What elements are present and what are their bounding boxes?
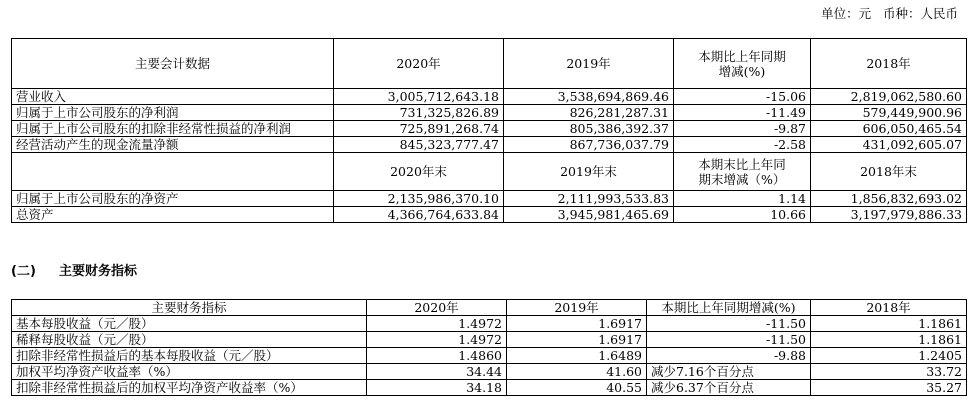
header-cell: 2019年末	[504, 153, 674, 191]
header-cell: 2019年	[507, 300, 647, 316]
table-cell: 35.27	[811, 380, 967, 396]
row-label: 归属于上市公司股东的净资产	[12, 191, 334, 207]
table-cell: 1.14	[674, 191, 811, 207]
header-cell: 本期比上年同期 增减(%)	[674, 39, 811, 89]
row-label: 营业收入	[12, 89, 334, 105]
row-label: 扣除非经常性损益后的加权平均净资产收益率（%）	[12, 380, 367, 396]
table-cell: 606,050,465.54	[811, 121, 967, 137]
table-row	[12, 137, 967, 153]
table-cell: 2,111,993,533.83	[504, 191, 674, 207]
table-cell: 2,135,986,370.10	[334, 191, 504, 207]
table-cell: 1.4860	[367, 348, 507, 364]
table-cell: 1.6917	[507, 316, 647, 332]
header-cell: 2018年	[811, 39, 967, 89]
table-cell: 845,323,777.47	[334, 137, 504, 153]
table-row	[12, 105, 967, 121]
header-cell: 2020年末	[334, 153, 504, 191]
table-cell: 1.2405	[811, 348, 967, 364]
table-cell: 34.18	[367, 380, 507, 396]
table-row	[12, 191, 967, 207]
header-cell: 2018年末	[811, 153, 967, 191]
table-cell: 731,325,826.89	[334, 105, 504, 121]
key-accounting-data-table	[11, 38, 967, 223]
table-cell: -15.06	[674, 89, 811, 105]
table-cell: 725,891,268.74	[334, 121, 504, 137]
header-cell: 主要财务指标	[12, 300, 367, 316]
table-cell: -11.50	[647, 316, 811, 332]
table-cell: 1.1861	[811, 332, 967, 348]
row-label: 归属于上市公司股东的扣除非经常性损益的净利润	[12, 121, 334, 137]
key-financial-indicators-table	[11, 299, 967, 396]
table-cell: -9.87	[674, 121, 811, 137]
row-label: 基本每股收益（元／股）	[12, 316, 367, 332]
table-cell: 1,856,832,693.02	[811, 191, 967, 207]
table-cell: 805,386,392.37	[504, 121, 674, 137]
table-row	[12, 332, 967, 348]
header-cell: 2020年	[334, 39, 504, 89]
table-cell: 33.72	[811, 364, 967, 380]
table-cell: -2.58	[674, 137, 811, 153]
table-cell: 1.6489	[507, 348, 647, 364]
table-cell: 867,736,037.79	[504, 137, 674, 153]
header-cell: 本期比上年同期增减(%)	[647, 300, 811, 316]
table-cell: -11.50	[647, 332, 811, 348]
table-row	[12, 89, 967, 105]
row-label: 稀释每股收益（元／股）	[12, 332, 367, 348]
table-cell: 41.60	[507, 364, 647, 380]
table-row	[12, 364, 967, 380]
table-cell: 减少7.16个百分点	[647, 364, 811, 380]
table-cell: 3,945,981,465.69	[504, 207, 674, 223]
header-cell: 2019年	[504, 39, 674, 89]
header-cell: 2018年	[811, 300, 967, 316]
row-label: 加权平均净资产收益率（%）	[12, 364, 367, 380]
header-cell	[12, 153, 334, 191]
header-cell: 2020年	[367, 300, 507, 316]
table-cell: 40.55	[507, 380, 647, 396]
row-label: 扣除非经常性损益后的基本每股收益（元／股）	[12, 348, 367, 364]
table-row	[12, 316, 967, 332]
currency-unit-note: 单位：元 币种：人民币	[821, 6, 958, 21]
table-cell: 3,538,694,869.46	[504, 89, 674, 105]
table-row	[12, 380, 967, 396]
table-cell: 1.4972	[367, 316, 507, 332]
table-cell: 34.44	[367, 364, 507, 380]
table-cell: 579,449,900.96	[811, 105, 967, 121]
table-cell: 减少6.37个百分点	[647, 380, 811, 396]
table-cell: 431,092,605.07	[811, 137, 967, 153]
table-cell: 4,366,764,633.84	[334, 207, 504, 223]
table-cell: 10.66	[674, 207, 811, 223]
row-label: 总资产	[12, 207, 334, 223]
table-cell: 1.6917	[507, 332, 647, 348]
header-cell: 主要会计数据	[12, 39, 334, 89]
section-number: (二)	[11, 264, 36, 279]
table-cell: 1.4972	[367, 332, 507, 348]
header-cell: 本期末比上年同 期末增减（%）	[674, 153, 811, 191]
table-cell: 3,197,979,886.33	[811, 207, 967, 223]
row-label: 归属于上市公司股东的净利润	[12, 105, 334, 121]
row-label: 经营活动产生的现金流量净额	[12, 137, 334, 153]
table-cell: 826,281,287.31	[504, 105, 674, 121]
table-row	[12, 207, 967, 223]
table-row	[12, 121, 967, 137]
table-cell: 2,819,062,580.60	[811, 89, 967, 105]
section-title: 主要财务指标	[59, 264, 138, 279]
table-cell: -9.88	[647, 348, 811, 364]
table-header-row	[12, 300, 967, 316]
table-subheader-row	[12, 153, 967, 191]
table-row	[12, 348, 967, 364]
table-cell: 3,005,712,643.18	[334, 89, 504, 105]
section-heading	[11, 260, 137, 279]
table-cell: 1.1861	[811, 316, 967, 332]
table-cell: -11.49	[674, 105, 811, 121]
table-header-row	[12, 39, 967, 89]
